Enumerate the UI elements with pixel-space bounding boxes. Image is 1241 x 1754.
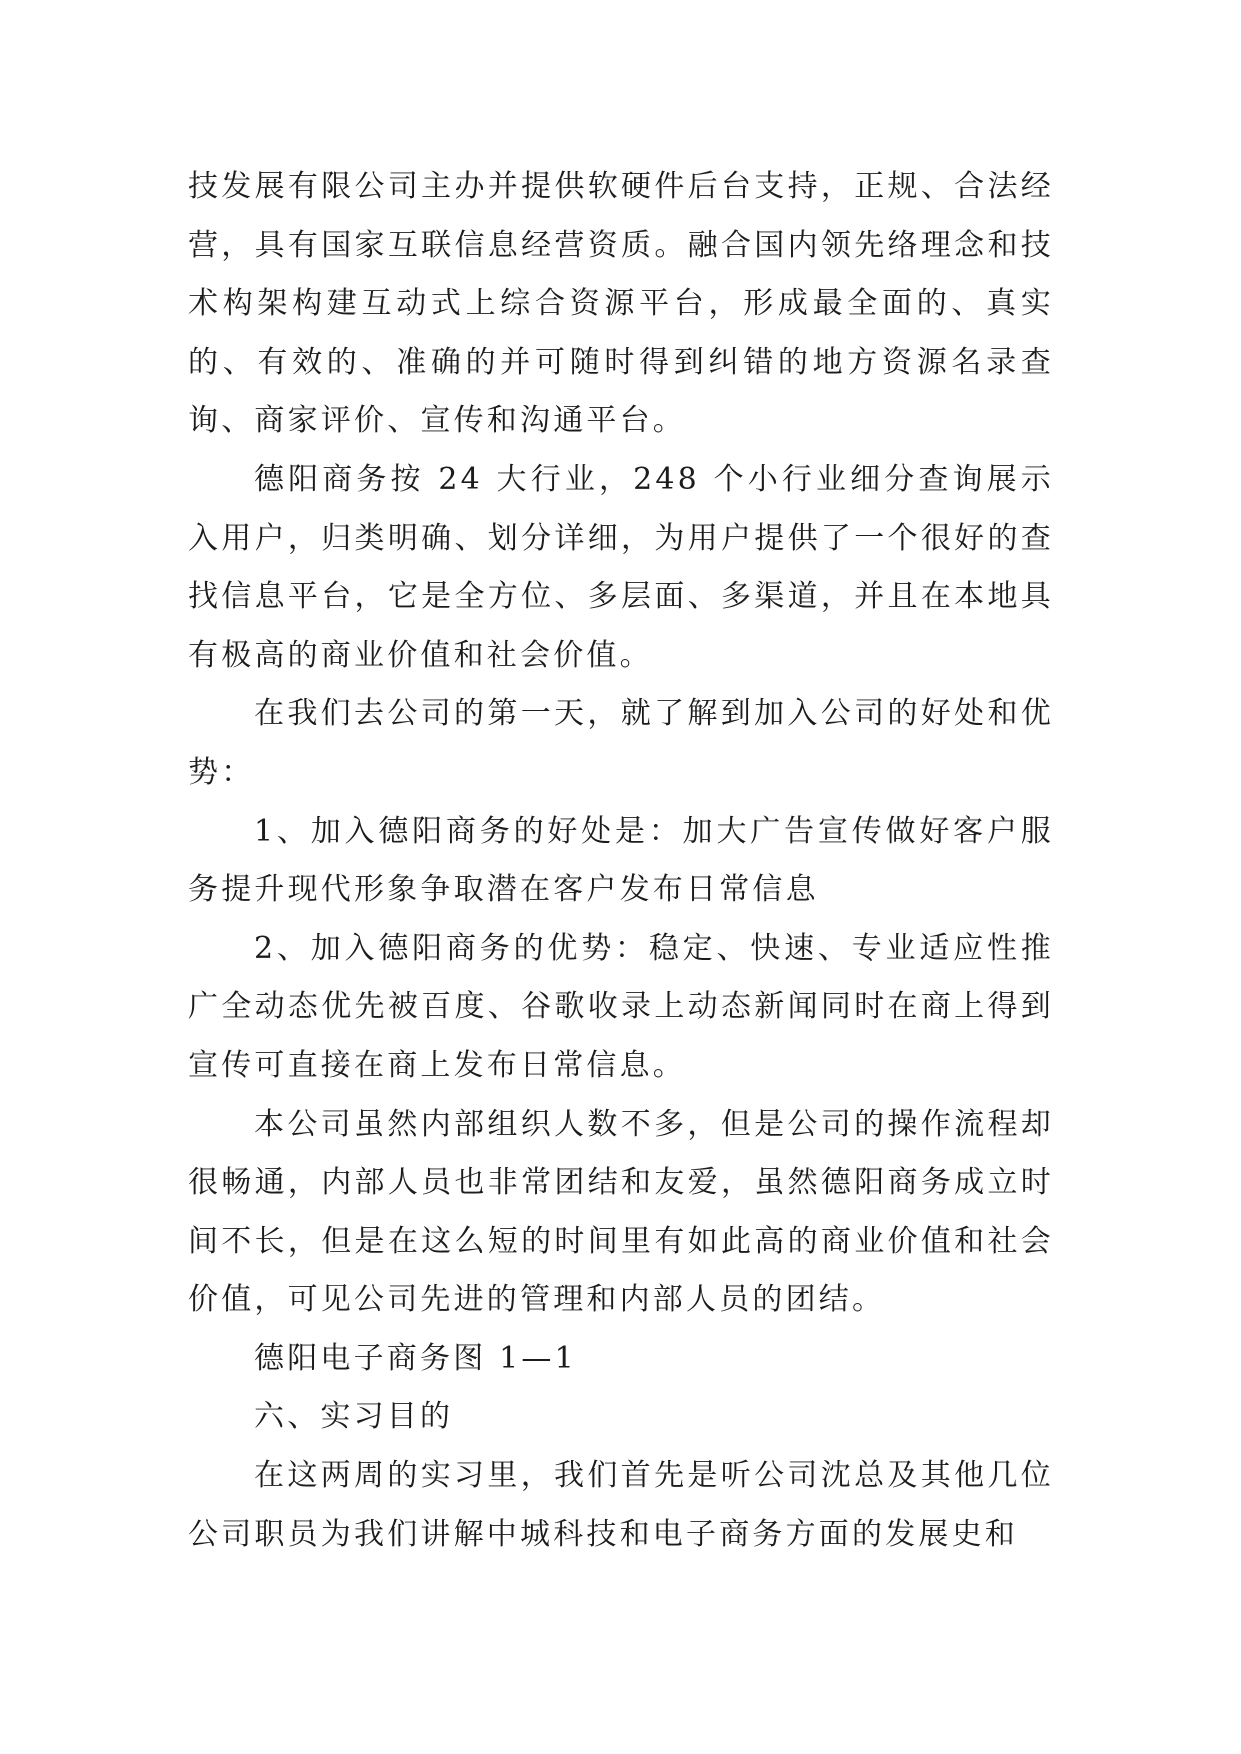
paragraph-company-culture: 本公司虽然内部组织人数不多，但是公司的操作流程却很畅通，内部人员也非常团结和友爱，虽然德阳商务成立时间不长，但是在这么短的时间里有如此高的商业价值和社会价值，可见公司先进的管理和内部人员的团结。 xyxy=(188,1106,1054,1318)
document-page xyxy=(188,158,1054,1564)
paragraph-industry-categories: 德阳商务按 24 大行业，248 个小行业细分查询展示入用户，归类明确、划分详细，为用户提供了一个很好的查找信息平台，它是全方位、多层面、多渠道，并且在本地具有极高的商业价值和社会价值。 xyxy=(188,461,1054,673)
paragraph-internship-intro: 在这两周的实习里，我们首先是听公司沈总及其他几位公司职员为我们讲解中城科技和电子商务方面的发展史和 xyxy=(188,1458,1054,1552)
section-heading-internship-goal: 六、实习目的 xyxy=(254,1399,454,1435)
paragraph-intro-continued: 技发展有限公司主办并提供软硬件后台支持，正规、合法经营，具有国家互联信息经营资质。融合国内领先络理念和技术构架构建互动式上综合资源平台，形成最全面的、真实的、有效的、准确的并可随时得到纠错的地方资源名录查询、商家评价、宣传和沟通平台。 xyxy=(188,169,1054,439)
paragraph-first-day: 在我们去公司的第一天，就了解到加入公司的好处和优势： xyxy=(188,696,1054,790)
paragraph-advantages: 2、加入德阳商务的优势：稳定、快速、专业适应性推广全动态优先被百度、谷歌收录上动态新闻同时在商上得到宣传可直接在商上发布日常信息。 xyxy=(188,930,1054,1083)
paragraph-benefits: 1、加入德阳商务的好处是：加大广告宣传做好客户服务提升现代形象争取潜在客户发布日常信息 xyxy=(188,813,1054,908)
figure-caption: 德阳电子商务图 1—1 xyxy=(254,1340,577,1376)
